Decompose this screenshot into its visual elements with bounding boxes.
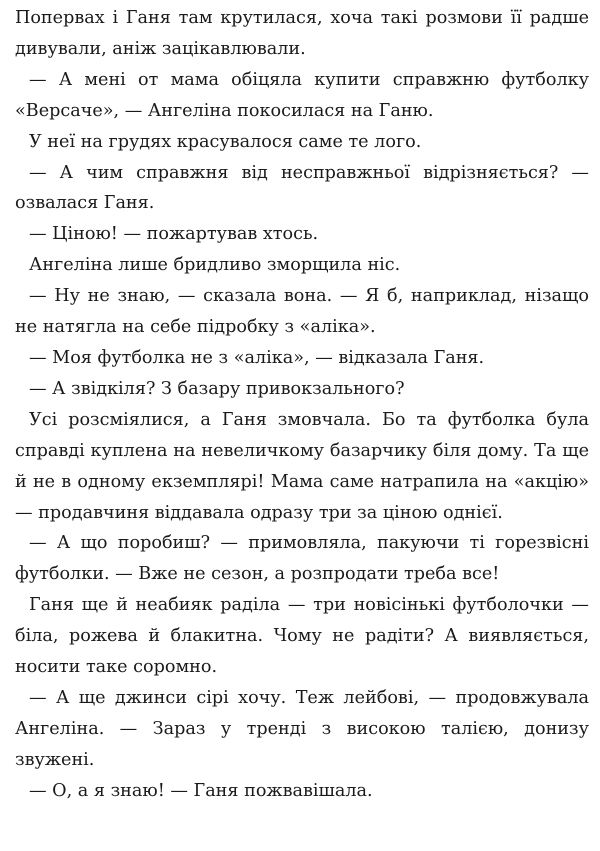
paragraph-2: — А мені от мама обіцяла купити справжню футболку «Версаче», — Ангеліна покосилася на Ганю.: [15, 69, 589, 121]
paragraph-10: Усі розсміялися, а Ганя змовчала. Бо та футболка була справді куплена на невеличкому базарчику біля дому. Та ще й не в одному екземплярі! Мама саме натрапила на «акцію» — продавчиня віддавала одразу три за ціною однієї.: [15, 409, 589, 523]
paragraph-6: Ангеліна лише бридливо зморщила ніс.: [29, 255, 401, 276]
paragraph-14: — О, а я знаю! — Ганя пожвавішала.: [29, 780, 373, 801]
paragraph-7: — Ну не знаю, — сказала вона. — Я б, наприклад, нізащо не натягла на себе підробку з «аліка».: [15, 286, 589, 338]
paragraph-4: — А чим справжня від несправжньої відрізняється? — озвалася Ганя.: [15, 162, 589, 214]
paragraph-12: Ганя ще й неабияк раділа — три новісінькі футболочки — біла, рожева й блакитна. Чому не радіти? А виявляється, носити таке соромно.: [15, 595, 589, 678]
paragraph-1: Попервах і Ганя там крутилася, хоча такі розмови її радше дивували, аніж зацікавлювали.: [15, 8, 589, 59]
book-page: [15, 3, 589, 807]
paragraph-13: — А ще джинси сірі хочу. Теж лейбові, — продовжувала Ангеліна. — Зараз у тренді з високою талією, донизу звужені.: [15, 687, 589, 770]
paragraph-3: У неї на грудях красувалося саме те лого.: [29, 131, 422, 152]
paragraph-5: — Ціною! — пожартував хтось.: [29, 224, 319, 245]
paragraph-8: — Моя футболка не з «аліка», — відказала Ганя.: [29, 347, 485, 368]
paragraph-9: — А звідкіля? З базару привокзального?: [29, 378, 405, 399]
paragraph-11: — А що поробиш? — примовляла, пакуючи ті горезвісні футболки. — Вже не сезон, а розпродати треба все!: [15, 533, 589, 585]
